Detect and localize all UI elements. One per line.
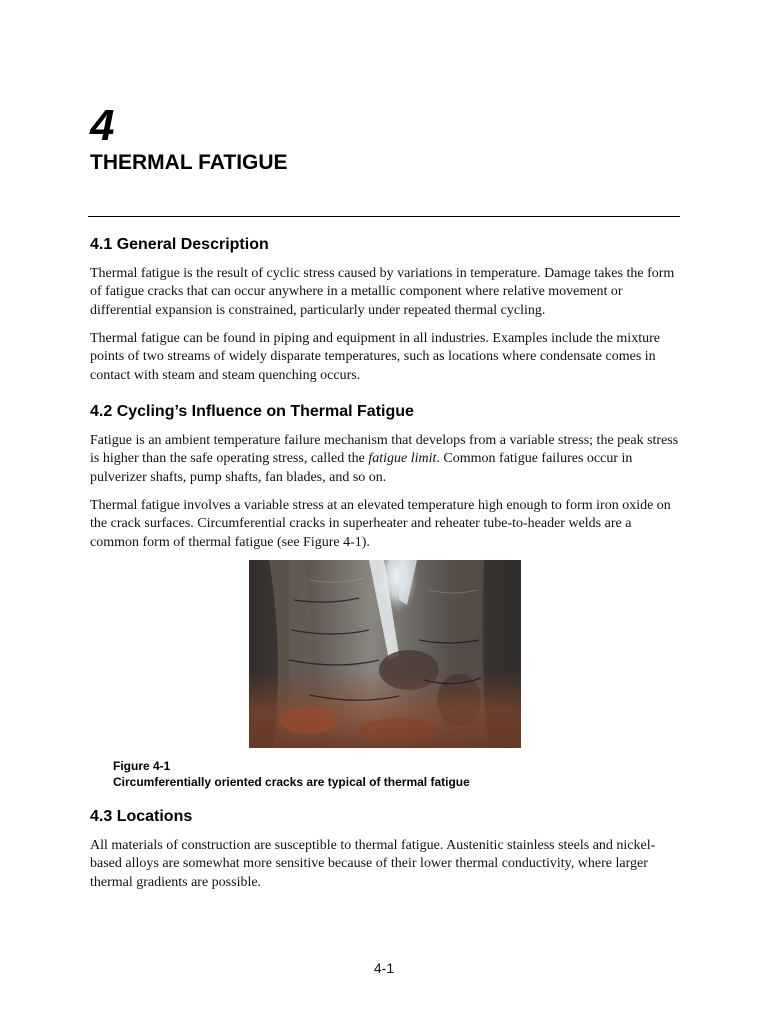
figure-caption [113,759,470,790]
chapter-title: THERMAL FATIGUE [90,151,288,174]
page-number: 4-1 [373,960,395,976]
paragraph: Thermal fatigue is the result of cyclic stress caused by variations in temperature. Damage takes the form of fatigue cracks that can occur anywhere in a metallic component where relative movement or differential expansion is constrained, particularly under repeated thermal cycling. [90,266,675,318]
section-heading-general-description: 4.1 General Description [90,236,269,253]
chapter-number: 4 [90,101,115,150]
paragraph: Thermal fatigue involves a variable stress at an elevated temperature high enough to form iron oxide on the crack surfaces. Circumferential cracks in superheater and reheater tube-to-header welds are a common form of thermal fatigue (see Figure 4-1). [90,498,671,550]
paragraph-text: . Common fatigue failures occur in pulverizer shafts, pump shafts, fan blades, and so on. [90,451,633,485]
paragraph [90,432,680,487]
paragraph: All materials of construction are susceptible to thermal fatigue. Austenitic stainless steels and nickel-based alloys are somewhat more sensitive because of their lower thermal conductivity, where larger thermal gradients are possible. [90,838,656,890]
section-heading-locations: 4.3 Locations [90,808,193,825]
paragraph: Thermal fatigue can be found in piping and equipment in all industries. Examples include the mixture points of two streams of widely disparate temperatures, such as locations where condensate comes in contact with steam and steam quenching occurs. [90,331,660,383]
figure-caption-text: Circumferentially oriented cracks are typical of thermal fatigue [113,774,470,789]
fatigue-limit-term: fatigue limit [368,451,437,467]
figure-label: Figure 4-1 [113,759,171,773]
figure-photo-thermal-fatigue-cracks [249,560,521,748]
section-heading-cycling-influence: 4.2 Cycling’s Influence on Thermal Fatigue [90,403,414,420]
paragraph-text: Fatigue is an ambient temperature failure mechanism that develops from a variable stress; the peak stress is higher than the safe operating stress, called the [90,433,679,467]
title-divider [88,216,680,217]
